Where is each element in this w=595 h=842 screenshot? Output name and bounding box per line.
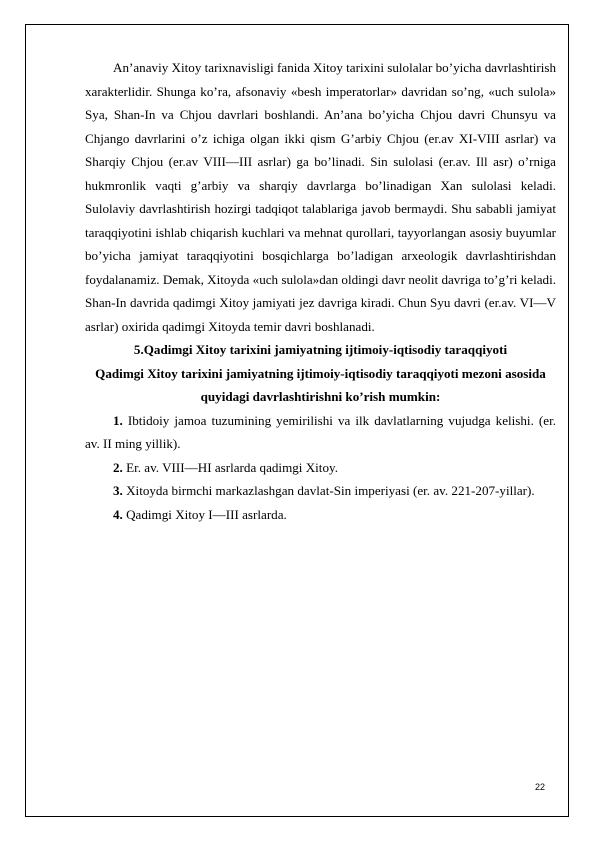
list-item-text: Er. av. VIII—HI asrlarda qadimgi Xitoy. <box>122 459 338 475</box>
list-item-number: 3. <box>113 483 123 498</box>
list-item-number: 4. <box>113 506 123 522</box>
page-number: 22 <box>535 782 546 792</box>
list-item <box>85 409 556 456</box>
intro-paragraph: An’anaviy Xitoy tarixnavisligi fanida Xitoy tarixini sulolalar bo’yicha davrlashtirish xarakterlidir. Shunga ko’ra, afsonaviy «besh imperatorlar» davridan so’ng, «uch sulola» Sya, Shan-In va Chjou davrlari boshlandi. An’ana bo’yicha Chjou davri Chunsyu va Chjango davrlarini o’z ichiga olgan ikki qism G’arbiy Chjou (er.av XI-VIII asrlar) va Sharqiy Chjou (er.av VIII—III asrlar) ga bo’linadi. Sin sulolasi (er.av. Ill asr) o’rniga hukmronlik vaqti g’arbiy va sharqiy davrlarga bo’linadigan Xan sulolasi keladi. Sulolaviy davrlashtirish hozirgi tadqiqot talablariga javob bermaydi. Shu sababli jamiyat taraqqiyotini ishlab chiqarish kuchlari va mehnat qurollari, tayyorlangan asosiy buyumlar bo’yicha jamiyat taraqqiyotini bosqichlarga bo’ladigan arxeologik davrlashtirishdan foydalanamiz. Demak, Xitoyda «uch sulola»dan oldingi davr neolit davriga to’g’ri keladi. Shan-In davrida qadimgi Xitoy jamiyati jez davriga kiradi. Chun Syu davri (er.av. VI—V asrlar) oxirida qadimgi Xitoyda temir davri boshlanadi. <box>85 60 556 334</box>
list-item-number: 1. <box>113 412 123 428</box>
list-item-text: Ibtidoiy jamoa tuzumining yemirilishi va ilk davlatlarning vujudga kelishi. (er. av. II ming yillik). <box>85 412 556 451</box>
list-item <box>85 456 556 480</box>
list-item-text: Qadimgi Xitoy I—III asrlarda. <box>122 506 287 522</box>
list-item-number: 2. <box>113 459 123 475</box>
list-item <box>85 503 556 527</box>
document-body <box>85 56 556 526</box>
section-heading: 5.Qadimgi Xitoy tarixini jamiyatning ijtimoiy-iqtisodiy taraqqiyoti <box>133 342 508 357</box>
list-item <box>85 479 556 503</box>
list-item-text: Xitoyda birmchi markazlashgan davlat-Sin imperiyasi (er. av. 221-207-yillar). <box>122 483 535 498</box>
section-subheading: Qadimgi Xitoy tarixini jamiyatning ijtimoiy-iqtisodiy taraqqiyoti mezoni asosida quyidagi davrlashtirishni ko’rish mumkin: <box>95 365 546 404</box>
